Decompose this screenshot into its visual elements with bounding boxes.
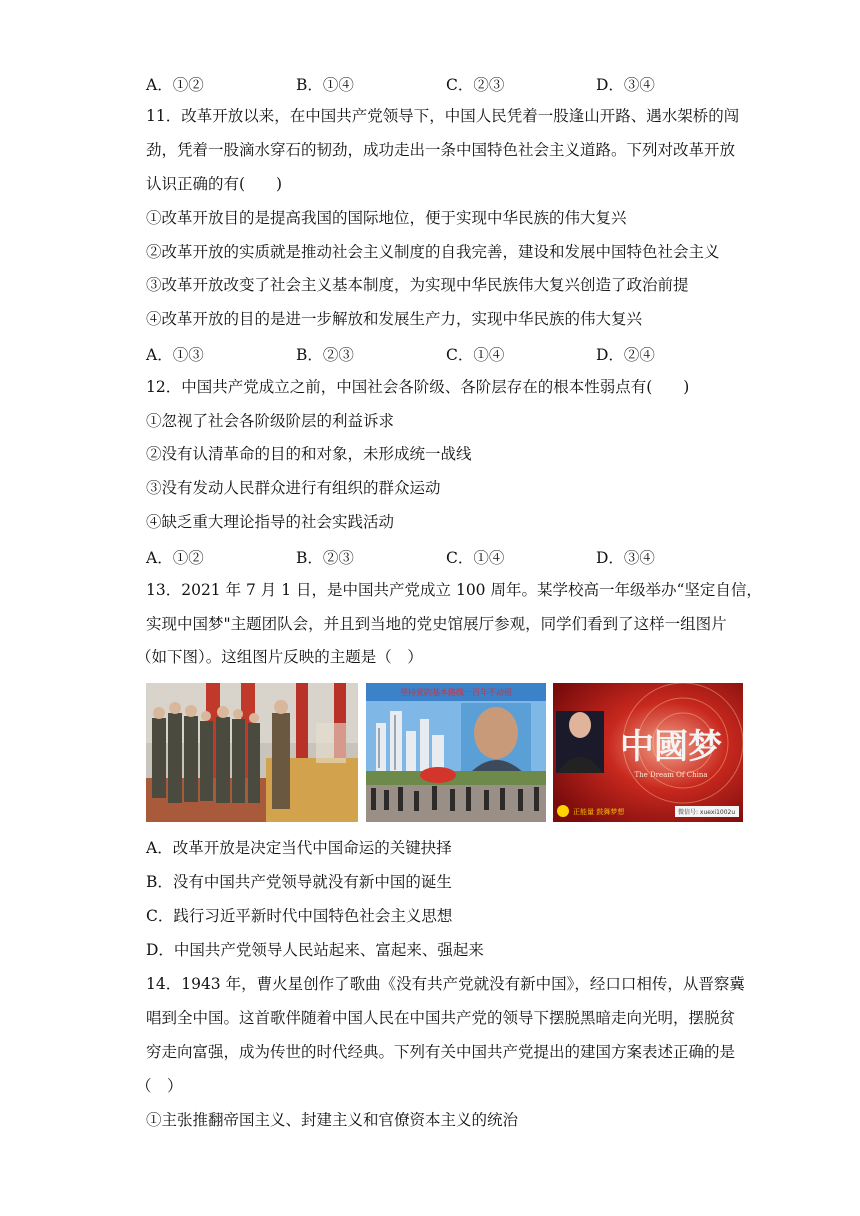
q12-item: ②没有认清革命的目的和对象，未形成统一战线 [146,445,472,463]
founding-ceremony-photo [146,683,358,822]
q14-stem-line: （ ） [136,1077,183,1095]
q11-item: ②改革开放的实质就是推动社会主义制度的自我完善，建设和发展中国特色社会主义 [146,243,720,261]
wechat-watermark: 微信号: xuexi1002u [678,809,736,816]
q11-stem-line: 劲，凭着一股滴水穿石的韧劲，成功走出一条中国特色社会主义道路。下列对改革开放 [146,141,736,159]
q14-stem-line: 穷走向富强，成为传世的时代经典。下列有关中国共产党提出的建国方案表述正确的是 [146,1043,736,1061]
q14-item: ①主张推翻帝国主义、封建主义和官僚资本主义的统治 [146,1111,519,1129]
q13-option-a: A．改革开放是决定当代中国命运的关键抉择 [146,839,452,857]
poster-footer: 正能量 鼓舞梦想 [573,808,625,816]
q12-item: ③没有发动人民群众进行有组织的群众运动 [146,479,441,497]
china-dream-subtitle: The Dream Of China [634,771,708,779]
q13-stem-line: （如下图）。这组图片反映的主题是（ ） [136,648,423,666]
option-c: C．①④ [446,549,505,567]
reform-billboard-photo [366,683,546,822]
option-c: C．①④ [446,346,505,364]
q11-stem-line: 认识正确的有( ) [146,175,283,193]
china-dream-title: 中國梦 [620,727,722,767]
china-dream-poster [553,683,743,822]
q11-options [146,343,746,363]
option-c: C．②③ [446,76,505,94]
option-b: B．②③ [296,549,354,567]
option-d: D．②④ [596,346,655,364]
q12-item: ①忽视了社会各阶级阶层的利益诉求 [146,412,395,430]
q13-option-b: B．没有中国共产党领导就没有新中国的诞生 [146,873,452,891]
q12-item: ④缺乏重大理论指导的社会实践活动 [146,513,395,531]
q11-item: ③改革开放改变了社会主义基本制度，为实现中华民族伟大复兴创造了政治前提 [146,276,689,294]
billboard-text: 坚持党的基本路线一百年不动摇 [400,688,512,697]
option-a: A．①③ [146,346,204,364]
q13-stem-line: 实现中国梦"主题团队会，并且到当地的党史馆展厅参观，同学们看到了这样一组图片 [146,615,727,633]
q14-stem-line: 唱到全中国。这首歌伴随着中国人民在中国共产党的领导下摆脱黑暗走向光明，摆脱贫 [146,1009,736,1027]
option-b: B．①④ [296,76,354,94]
option-d: D．③④ [596,76,655,94]
q12-options [146,546,746,566]
option-a: A．①② [146,549,204,567]
q14-stem-line: 14．1943 年，曹火星创作了歌曲《没有共产党就没有新中国》，经口口相传，从晋察冀 [146,975,745,993]
option-b: B．②③ [296,346,354,364]
option-d: D．③④ [596,549,655,567]
q13-stem-line: 13．2021 年 7 月 1 日，是中国共产党成立 100 周年。某学校高一年级举办“坚定自信， [146,581,762,599]
option-a: A．①② [146,76,204,94]
q11-item: ④改革开放的目的是进一步解放和发展生产力，实现中华民族的伟大复兴 [146,310,643,328]
q11-stem-line: 11．改革开放以来，在中国共产党领导下，中国人民凭着一股逢山开路、遇水架桥的闯 [146,107,740,125]
q13-option-d: D．中国共产党领导人民站起来、富起来、强起来 [146,941,484,959]
q10-options [146,73,746,93]
q11-item: ①改革开放目的是提高我国的国际地位，便于实现中华民族的伟大复兴 [146,209,627,227]
q13-option-c: C．践行习近平新时代中国特色社会主义思想 [146,907,453,925]
q12-stem: 12．中国共产党成立之前，中国社会各阶级、各阶层存在的根本性弱点有( ) [146,378,690,396]
